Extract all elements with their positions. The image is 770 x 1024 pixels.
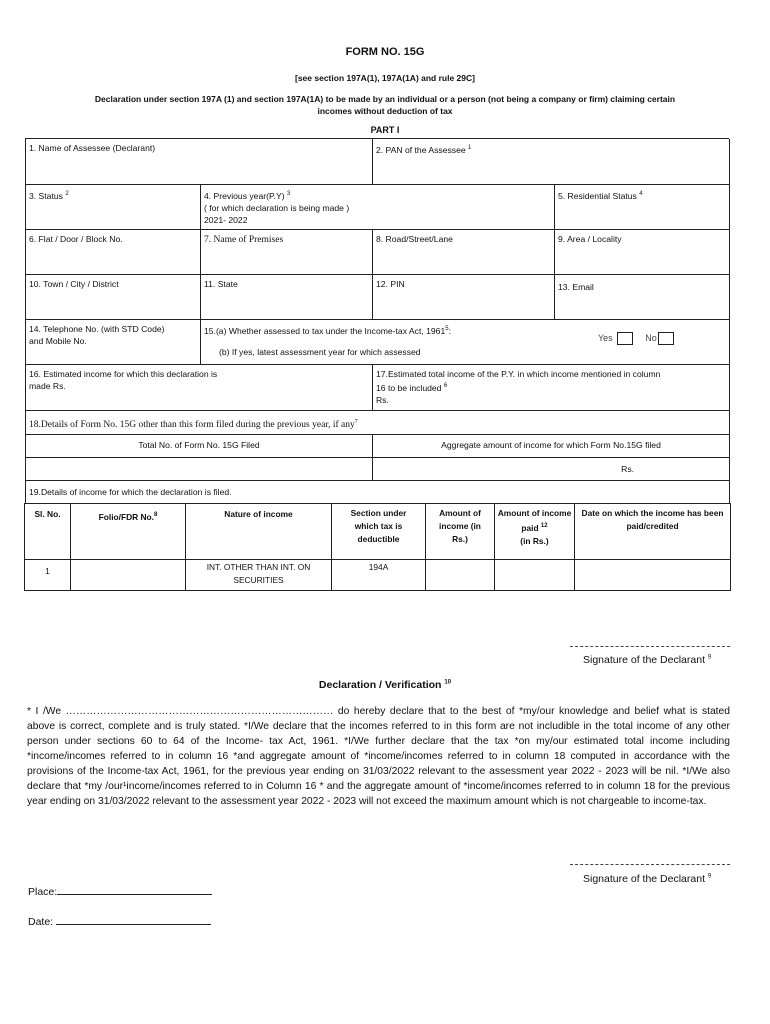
assessed-to-tax-field: 15.(a) Whether assessed to tax under the Income-tax Act, 1961$^5$: Yes No (b) If yes, latest assessment year for which assessed — [201, 320, 730, 365]
col-section — [332, 504, 426, 560]
previous-year-value: 2021- 2022 — [204, 214, 248, 225]
section-reference: [see section 197A(1), 197A(1A) and rule 29C] — [295, 73, 475, 83]
area-locality-label: 9. Area / Locality — [558, 234, 622, 244]
residential-status-field[interactable] — [555, 185, 730, 230]
declaration-heading-line2: incomes without deduction of tax — [317, 106, 453, 116]
road-street-field[interactable] — [373, 230, 555, 275]
form-15g-details-label: 18.Details of Form No. 15G other than this form filed during the previous year, if any — [29, 420, 355, 431]
col-date-label: Date on which the income has been paid/credited — [581, 508, 724, 531]
part-heading: PART I — [370, 125, 400, 135]
yes-label: Yes — [598, 333, 613, 343]
table-row-date[interactable] — [575, 560, 730, 591]
town-city-field[interactable] — [26, 275, 201, 320]
col-amount-paid — [495, 504, 575, 560]
income-details-heading — [26, 481, 730, 504]
col-amount-paid-footnote: 12 — [540, 523, 548, 529]
declaration-heading-line1: Declaration under section 197A (1) and section 197A(1A) to be made by an individual or a person (not being a company or firm) claiming certain — [94, 94, 676, 104]
table-row-amount[interactable] — [426, 560, 495, 591]
verification-footnote: 10 — [444, 679, 452, 686]
date-input-line[interactable] — [56, 914, 211, 925]
previous-year-footnote: 3 — [286, 191, 291, 197]
yes-checkbox[interactable] — [617, 332, 633, 345]
signature-line-1 — [570, 646, 730, 647]
estimated-income-field[interactable] — [26, 365, 373, 411]
residential-status-label: 5. Residential Status — [558, 190, 637, 201]
area-locality-field[interactable] — [555, 230, 730, 275]
col-amount — [426, 504, 495, 560]
place-label: Place: — [28, 886, 58, 898]
estimated-income-label: 16. Estimated income for which this declaration is — [29, 369, 218, 379]
signature-text-1: Signature of the Declarant — [583, 654, 705, 666]
signature-line-2 — [570, 864, 730, 865]
previous-year-label: 4. Previous year(P.Y) — [204, 190, 285, 201]
latest-assessment-year-label: (b) If yes, latest assessment year for which assessed — [219, 346, 421, 357]
signature-footnote-2: 9 — [707, 873, 712, 880]
date-field[interactable] — [28, 914, 211, 928]
signature-label-2 — [583, 873, 711, 885]
state-field[interactable] — [201, 275, 373, 320]
yes-no-options — [598, 332, 674, 345]
col-folio-label: Folio/FDR No. — [98, 511, 154, 522]
form-15g-details-heading — [26, 411, 730, 435]
row-nature-value: INT. OTHER THAN INT. ON SECURITIES — [206, 562, 311, 585]
status-footnote: 2 — [65, 191, 69, 197]
name-of-assessee-label: 1. Name of Assessee (Declarant) — [29, 143, 156, 153]
col-date — [575, 504, 730, 560]
verification-title-text: Declaration / Verification — [318, 679, 442, 691]
aggregate-amount-rs: Rs. — [621, 464, 634, 474]
table-row-section — [332, 560, 426, 591]
flat-door-field[interactable] — [26, 230, 201, 275]
flat-door-label: 6. Flat / Door / Block No. — [29, 234, 123, 244]
form-title: FORM NO. 15G — [345, 46, 425, 58]
estimated-income-rs: made Rs. — [29, 381, 66, 391]
town-city-label: 10. Town / City / District — [29, 279, 119, 289]
verification-text: * I /We …………………………………………………………………… do hereby declare that to the best of *my/our knowledge and belief what is stated above is correct, complete and is truly stated. *I/We declare that the incomes referred to in this form are not includible in the total income of any other person under sections 60 to 64 of the Income- tax Act, 1961. *I/We further declare that the tax *on my/our estimated total income including *income/incomes referred to in column 16 *and aggregate amount of *income/incomes referred to in column 18 computed in accordance with the provisions of the Income-tax Act, 1961, for the previous year ending on 31/03/2022 relevant to the assessment year 2022 - 2023 will be nil. *I/We also declare that *my /our¹income/incomes referred to in Column 16 * and the aggregate amount of *income/incomes referred to in column 18 for the previous year ending on 31/03/2022 relevant to the assessment year 2022 - 2023 will not exceed the maximum amount which is not chargeable to income-tax. — [27, 706, 730, 807]
telephone-label: 14. Telephone No. (with STD Code) — [29, 324, 165, 334]
premises-field[interactable] — [201, 230, 373, 275]
signature-label-1 — [583, 654, 711, 666]
col-sl-no-label: Sl. No. — [34, 509, 61, 519]
pin-label: 12. PIN — [376, 279, 405, 289]
estimated-total-income-label: 17.Estimated total income of the P.Y. in which income mentioned in column — [376, 369, 661, 379]
no-label: No — [645, 333, 657, 343]
signature-footnote-1: 9 — [707, 654, 712, 661]
estimated-total-income-field[interactable] — [373, 365, 730, 411]
table-row-nature — [186, 560, 332, 591]
income-details-label: 19.Details of income for which the declaration is filed. — [29, 487, 232, 497]
table-row-folio[interactable] — [71, 560, 186, 591]
email-field[interactable] — [555, 275, 730, 320]
col-sl-no — [25, 504, 71, 560]
residential-status-footnote: 4 — [639, 191, 643, 197]
pan-footnote: 1 — [468, 145, 472, 151]
previous-year-note: ( for which declaration is being made ) — [204, 202, 350, 213]
assessed-to-tax-footnote: 5 — [445, 326, 449, 332]
col-section-label: Section under which tax is deductible — [350, 508, 407, 544]
col-amount-label: Amount of income (in Rs.) — [439, 508, 481, 544]
pin-field[interactable] — [373, 275, 555, 320]
col-folio — [71, 504, 186, 560]
pan-label: 2. PAN of the Assessee — [376, 144, 466, 155]
name-of-assessee-field[interactable] — [26, 139, 373, 185]
aggregate-amount-label: Aggregate amount of income for which Form No.15G filed — [441, 440, 661, 450]
aggregate-amount-header — [373, 435, 730, 458]
row-section-value: 194A — [368, 562, 389, 572]
email-label: 13. Email — [558, 282, 594, 292]
row-sl-value: 1 — [45, 566, 50, 576]
pan-field[interactable] — [373, 139, 730, 185]
total-15g-filed-header — [26, 435, 373, 458]
table-row-amount-paid[interactable] — [495, 560, 575, 591]
signature-text-2: Signature of the Declarant — [583, 873, 705, 885]
mobile-label: and Mobile No. — [29, 336, 87, 346]
estimated-total-income-rs: Rs. — [376, 394, 389, 405]
estimated-total-income-label-2: 16 to be included — [376, 382, 442, 393]
col-amount-paid-label: Amount of income paid — [497, 508, 572, 533]
col-nature-label: Nature of income — [224, 509, 293, 519]
premises-label: 7. Name of Premises — [204, 235, 284, 245]
form-15g-details-footnote: 7 — [354, 419, 358, 425]
col-nature — [186, 504, 332, 560]
income-table — [24, 503, 731, 591]
col-folio-footnote: 8 — [154, 512, 158, 518]
telephone-field[interactable] — [26, 320, 201, 365]
aggregate-amount-value[interactable] — [373, 458, 730, 481]
place-field[interactable] — [28, 884, 212, 898]
form-grid — [25, 138, 729, 503]
road-street-label: 8. Road/Street/Lane — [376, 234, 453, 244]
status-label: 3. Status — [29, 190, 63, 201]
assessed-to-tax-label: 15.(a) Whether assessed to tax under the Income-tax Act, 1961 — [204, 325, 446, 336]
previous-year-field[interactable] — [201, 185, 555, 230]
table-row-sl — [25, 560, 71, 591]
total-15g-filed-label: Total No. of Form No. 15G Filed — [138, 440, 260, 450]
no-checkbox[interactable] — [658, 332, 674, 345]
date-label: Date: — [28, 916, 54, 928]
total-15g-filed-value[interactable] — [26, 458, 373, 481]
verification-title — [0, 679, 770, 691]
place-input-line[interactable] — [57, 884, 212, 895]
state-label: 11. State — [204, 279, 238, 289]
status-field[interactable] — [26, 185, 201, 230]
col-amount-paid-unit: (in Rs.) — [520, 535, 549, 546]
estimated-total-income-footnote: 6 — [443, 383, 448, 389]
